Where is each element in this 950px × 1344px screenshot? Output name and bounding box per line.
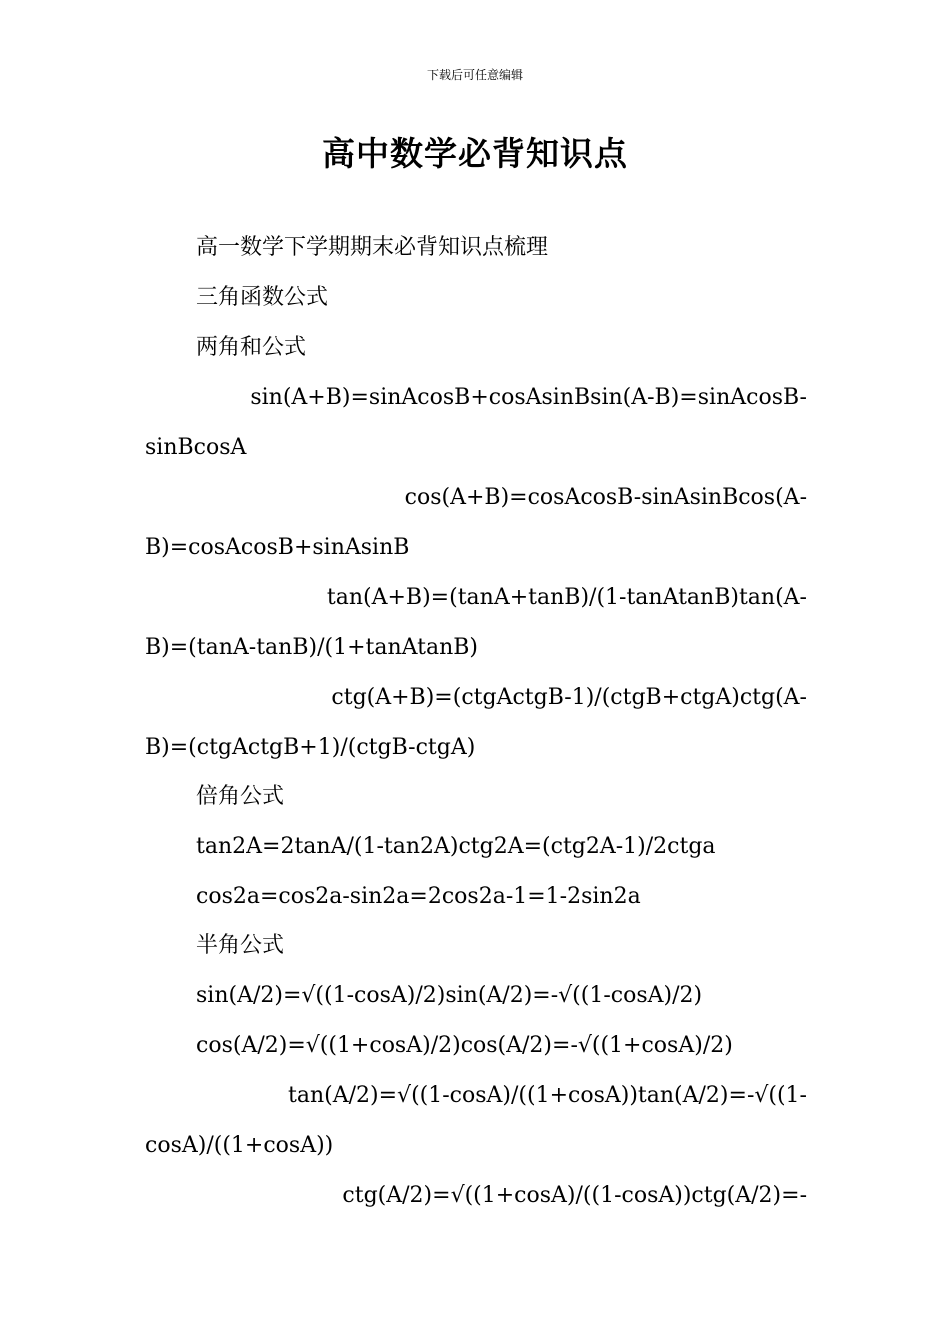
formula-line: tan(A+B)=(tanA+tanB)/(1-tanAtanB)tan(A-	[326, 585, 807, 610]
formula-line: ctg(A/2)=√((1+cosA)/((1-cosA))ctg(A/2)=-	[342, 1183, 807, 1208]
formula-line: sin(A/2)=√((1-cosA)/2)sin(A/2)=-√((1-cosA)/2)	[196, 983, 703, 1008]
formula-line: ctg(A+B)=(ctgActgB-1)/(ctgB+ctgA)ctg(A-	[331, 685, 807, 710]
subsection-heading: 倍角公式	[196, 784, 285, 809]
formula-line: sin(A+B)=sinAcosB+cosAsinBsin(A-B)=sinAcosB-	[250, 385, 807, 410]
subsection-heading: 半角公式	[196, 933, 285, 958]
formula-line: sinBcosA	[145, 435, 247, 460]
page-header: 下载后可任意编辑	[426, 68, 523, 82]
formula-line: tan(A/2)=√((1-cosA)/((1+cosA))tan(A/2)=-√((1-	[288, 1083, 807, 1108]
formula-line: cos(A+B)=cosAcosB-sinAsinBcos(A-	[404, 485, 807, 510]
section-heading: 高一数学下学期期末必背知识点梳理	[196, 235, 549, 260]
formula-line: B)=(ctgActgB+1)/(ctgB-ctgA)	[145, 735, 476, 760]
formula-line: B)=(tanA-tanB)/(1+tanAtanB)	[145, 635, 479, 660]
formula-line: cos(A/2)=√((1+cosA)/2)cos(A/2)=-√((1+cosA)/2)	[196, 1033, 733, 1058]
formula-line: cos2a=cos2a-sin2a=2cos2a-1=1-2sin2a	[196, 884, 641, 909]
subsection-heading: 两角和公式	[196, 335, 307, 360]
formula-line: cosA)/((1+cosA))	[145, 1133, 334, 1158]
section-heading: 三角函数公式	[196, 285, 329, 310]
formula-line: tan2A=2tanA/(1-tan2A)ctg2A=(ctg2A-1)/2ctga	[196, 834, 716, 859]
formula-line: B)=cosAcosB+sinAsinB	[145, 535, 410, 560]
page-title: 高中数学必背知识点	[322, 134, 628, 173]
